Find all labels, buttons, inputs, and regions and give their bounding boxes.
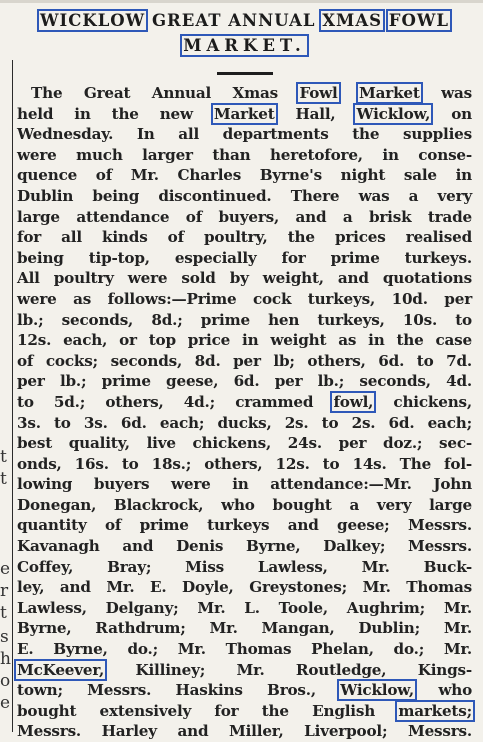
gutter-letter: s: [0, 627, 9, 647]
text-line: [17, 227, 472, 248]
page-edge: [0, 0, 483, 3]
text-run: large attendance of buyers, and a brisk trade: [17, 207, 472, 226]
text-run: Kavanagh and Denis Byrne, Dalkey; Messrs.: [17, 537, 472, 556]
text-line: [17, 124, 472, 145]
text-run: The Great Annual Xmas: [31, 84, 300, 102]
text-run: were much larger than heretofore, in conse-: [17, 145, 472, 164]
gutter-letter: r: [0, 581, 9, 601]
search-highlight: Market: [211, 103, 278, 125]
text-run: quantity of prime turkeys and geese; Messrs.: [17, 516, 472, 535]
text-line: [17, 515, 472, 536]
text-line: [17, 680, 472, 701]
text-run: held in the new: [17, 104, 214, 123]
text-run: E. Byrne, do.; Mr. Thomas Phelan, do.; Mr.: [17, 640, 472, 659]
text-run: Donegan, Blackrock, who bought a very large: [17, 495, 472, 514]
text-line: [17, 83, 472, 104]
text-run: bought extensively for the English: [17, 701, 399, 720]
text-line: [17, 310, 472, 331]
text-line: [17, 536, 472, 557]
text-run: Messrs. Harley and Miller, Liverpool; Messrs.: [17, 722, 472, 741]
text-run: best quality, live chickens, 24s. per doz.; sec-: [17, 434, 472, 453]
text-run: Killiney; Mr. Routledge, Kings-: [104, 660, 472, 679]
text-line: [17, 351, 472, 372]
text-run: being tip-top, especially for prime turkeys.: [17, 248, 472, 267]
text-line: [17, 371, 472, 392]
text-run: Byrne, Rathdrum; Mr. Mangan, Dublin; Mr.: [17, 619, 472, 638]
text-run: for all kinds of poultry, the prices realised: [17, 228, 472, 247]
gutter-letter: t: [0, 603, 7, 623]
text-line: [17, 454, 472, 475]
text-line: [17, 433, 472, 454]
text-run: 12s. each, or top price in weight as in the case: [17, 331, 472, 350]
search-highlight: XMAS: [319, 9, 385, 32]
text-line: [17, 268, 472, 289]
search-highlight: McKeever,: [14, 659, 107, 681]
article-body: [17, 83, 472, 742]
search-highlight: fowl,: [330, 391, 376, 413]
text-line: [17, 392, 472, 413]
text-line: [17, 248, 472, 269]
search-highlight: Market: [356, 82, 423, 104]
text-line: [17, 701, 472, 722]
text-run: Hall,: [274, 104, 357, 123]
search-highlight: markets;: [395, 700, 475, 722]
search-highlight: Wicklow,: [353, 103, 433, 125]
text-run: on: [430, 104, 472, 123]
column-rule: [12, 60, 13, 732]
text-run: to 5d.; others, 4d.; crammed: [17, 392, 334, 411]
gutter-letter: e: [0, 693, 11, 713]
gutter-letter: e: [0, 559, 11, 579]
text-run: 3s. to 3s. 6d. each; ducks, 2s. to 2s. 6d. each;: [17, 413, 472, 432]
text-run: per lb.; prime geese, 6d. per lb.; seconds, 4d.: [17, 372, 472, 391]
text-line: [17, 577, 472, 598]
headline-text: GREAT ANNUAL: [145, 11, 323, 30]
text-line: [17, 165, 472, 186]
search-highlight: Wicklow,: [337, 679, 417, 701]
text-line: [17, 721, 472, 742]
text-line: [17, 557, 472, 578]
gutter-letter: h: [0, 649, 11, 669]
search-highlight: FOWL: [386, 9, 452, 32]
text-run: Coffey, Bray; Miss Lawless, Mr. Buck-: [17, 557, 472, 576]
search-highlight: WICKLOW: [37, 9, 148, 32]
text-line: [17, 618, 472, 639]
text-run: who: [414, 681, 472, 700]
article-headline: [17, 8, 472, 58]
text-run: All poultry were sold by weight, and quotations: [17, 269, 472, 288]
text-line: [17, 145, 472, 166]
text-run: Wednesday. In all departments the supplies: [17, 125, 472, 144]
text-line: [17, 207, 472, 228]
gutter-letter: t: [0, 469, 7, 489]
text-line: [17, 289, 472, 310]
text-line: [17, 474, 472, 495]
text-run: quence of Mr. Charles Byrne's night sale in: [17, 166, 472, 185]
text-run: onds, 16s. to 18s.; others, 12s. to 14s. The fol-: [17, 454, 472, 473]
text-line: [17, 104, 472, 125]
text-run: ley, and Mr. E. Doyle, Greystones; Mr. Thomas: [17, 578, 472, 597]
headline-line-2: [17, 33, 472, 58]
search-highlight: MARKET.: [180, 34, 309, 57]
gutter-letter: t: [0, 447, 7, 467]
text-run: lowing buyers were in attendance:—Mr. John: [17, 475, 472, 494]
gutter-letter: o: [0, 671, 11, 691]
text-run: Lawless, Delgany; Mr. L. Toole, Aughrim; Mr.: [17, 598, 472, 617]
text-line: [17, 598, 472, 619]
search-highlight: Fowl: [296, 82, 340, 104]
text-run: town; Messrs. Haskins Bros.,: [17, 681, 341, 700]
text-run: chickens,: [373, 392, 472, 411]
newspaper-article: [17, 8, 472, 741]
text-run: was: [419, 84, 472, 102]
text-run: lb.; seconds, 8d.; prime hen turkeys, 10s. to: [17, 310, 472, 329]
text-line: [17, 413, 472, 434]
text-line: [17, 330, 472, 351]
text-line: [17, 495, 472, 516]
text-run: were as follows:—Prime cock turkeys, 10d. per: [17, 289, 472, 308]
text-run: of cocks; seconds, 8d. per lb; others, 6d. to 7d.: [17, 351, 472, 370]
text-line: [17, 186, 472, 207]
text-line: [17, 660, 472, 681]
text-line: [17, 639, 472, 660]
text-run: Dublin being discontinued. There was a very: [17, 186, 472, 205]
headline-divider: [217, 72, 273, 75]
headline-line-1: [17, 8, 472, 33]
